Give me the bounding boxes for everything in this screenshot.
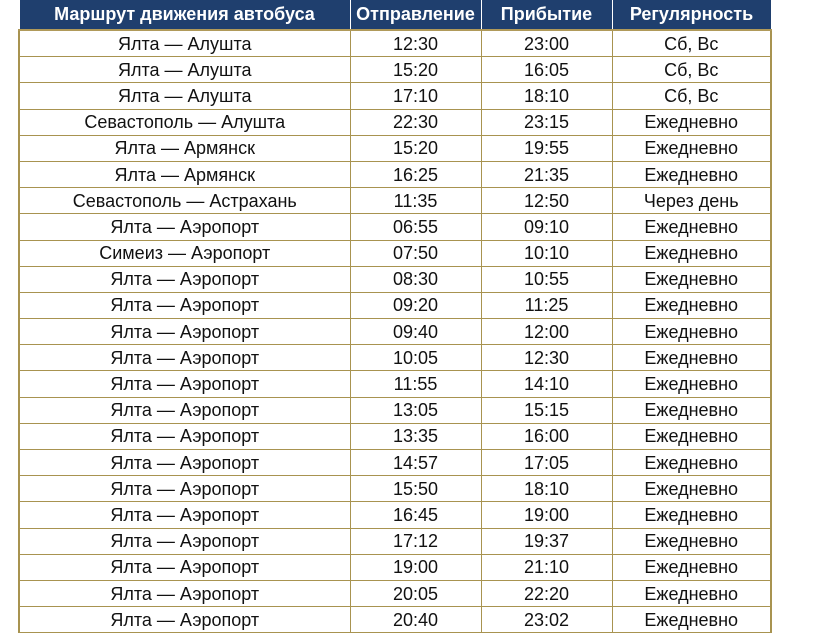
route-cell: Ялта — Армянск [19, 135, 350, 161]
route-cell: Ялта — Аэропорт [19, 371, 350, 397]
arrival-cell: 12:30 [481, 345, 612, 371]
arrival-cell: 19:55 [481, 135, 612, 161]
arrival-cell: 10:55 [481, 266, 612, 292]
header-departure: Отправление [350, 0, 481, 30]
regularity-cell: Ежедневно [612, 135, 771, 161]
arrival-cell: 23:15 [481, 109, 612, 135]
departure-cell: 19:00 [350, 554, 481, 580]
header-arrival: Прибытие [481, 0, 612, 30]
departure-cell: 15:20 [350, 135, 481, 161]
table-row [19, 240, 771, 266]
header-route: Маршрут движения автобуса [19, 0, 350, 30]
regularity-cell: Ежедневно [612, 240, 771, 266]
departure-cell: 15:20 [350, 57, 481, 83]
route-cell: Ялта — Армянск [19, 161, 350, 187]
route-cell: Ялта — Алушта [19, 57, 350, 83]
arrival-cell: 18:10 [481, 83, 612, 109]
regularity-cell: Ежедневно [612, 580, 771, 606]
table-row [19, 476, 771, 502]
table-row [19, 214, 771, 240]
route-cell: Ялта — Аэропорт [19, 423, 350, 449]
table-header-row [19, 0, 771, 30]
table-row [19, 188, 771, 214]
table-row [19, 502, 771, 528]
arrival-cell: 10:10 [481, 240, 612, 266]
arrival-cell: 15:15 [481, 397, 612, 423]
departure-cell: 17:10 [350, 83, 481, 109]
regularity-cell: Сб, Вс [612, 57, 771, 83]
arrival-cell: 23:00 [481, 30, 612, 57]
table-row [19, 30, 771, 57]
departure-cell: 22:30 [350, 109, 481, 135]
departure-cell: 13:05 [350, 397, 481, 423]
route-cell: Ялта — Аэропорт [19, 450, 350, 476]
arrival-cell: 12:50 [481, 188, 612, 214]
table-row [19, 266, 771, 292]
regularity-cell: Ежедневно [612, 214, 771, 240]
route-cell: Севастополь — Астрахань [19, 188, 350, 214]
table-row [19, 135, 771, 161]
arrival-cell: 16:00 [481, 423, 612, 449]
regularity-cell: Ежедневно [612, 607, 771, 633]
table-row [19, 292, 771, 318]
route-cell: Ялта — Алушта [19, 83, 350, 109]
departure-cell: 09:20 [350, 292, 481, 318]
departure-cell: 15:50 [350, 476, 481, 502]
table-row [19, 554, 771, 580]
departure-cell: 07:50 [350, 240, 481, 266]
arrival-cell: 18:10 [481, 476, 612, 502]
table-row [19, 450, 771, 476]
route-cell: Ялта — Аэропорт [19, 554, 350, 580]
table-body [19, 30, 771, 633]
table-row [19, 83, 771, 109]
regularity-cell: Ежедневно [612, 371, 771, 397]
schedule-table [18, 0, 772, 633]
departure-cell: 09:40 [350, 319, 481, 345]
arrival-cell: 11:25 [481, 292, 612, 318]
route-cell: Ялта — Аэропорт [19, 292, 350, 318]
route-cell: Ялта — Аэропорт [19, 266, 350, 292]
regularity-cell: Ежедневно [612, 502, 771, 528]
departure-cell: 11:35 [350, 188, 481, 214]
regularity-cell: Сб, Вс [612, 83, 771, 109]
table-row [19, 319, 771, 345]
arrival-cell: 17:05 [481, 450, 612, 476]
regularity-cell: Ежедневно [612, 266, 771, 292]
route-cell: Ялта — Алушта [19, 30, 350, 57]
route-cell: Ялта — Аэропорт [19, 502, 350, 528]
table-row [19, 397, 771, 423]
arrival-cell: 21:10 [481, 554, 612, 580]
arrival-cell: 14:10 [481, 371, 612, 397]
departure-cell: 10:05 [350, 345, 481, 371]
table-row [19, 580, 771, 606]
table-row [19, 161, 771, 187]
header-regularity: Регулярность [612, 0, 771, 30]
departure-cell: 17:12 [350, 528, 481, 554]
table-row [19, 371, 771, 397]
regularity-cell: Ежедневно [612, 423, 771, 449]
regularity-cell: Сб, Вс [612, 30, 771, 57]
route-cell: Ялта — Аэропорт [19, 476, 350, 502]
regularity-cell: Ежедневно [612, 161, 771, 187]
route-cell: Ялта — Аэропорт [19, 319, 350, 345]
regularity-cell: Ежедневно [612, 450, 771, 476]
departure-cell: 06:55 [350, 214, 481, 240]
table-row [19, 423, 771, 449]
regularity-cell: Ежедневно [612, 554, 771, 580]
arrival-cell: 22:20 [481, 580, 612, 606]
table-row [19, 528, 771, 554]
regularity-cell: Ежедневно [612, 109, 771, 135]
departure-cell: 16:25 [350, 161, 481, 187]
departure-cell: 12:30 [350, 30, 481, 57]
regularity-cell: Через день [612, 188, 771, 214]
route-cell: Симеиз — Аэропорт [19, 240, 350, 266]
regularity-cell: Ежедневно [612, 319, 771, 345]
arrival-cell: 09:10 [481, 214, 612, 240]
departure-cell: 14:57 [350, 450, 481, 476]
regularity-cell: Ежедневно [612, 397, 771, 423]
route-cell: Ялта — Аэропорт [19, 528, 350, 554]
departure-cell: 08:30 [350, 266, 481, 292]
route-cell: Ялта — Аэропорт [19, 397, 350, 423]
route-cell: Ялта — Аэропорт [19, 607, 350, 633]
arrival-cell: 21:35 [481, 161, 612, 187]
arrival-cell: 19:37 [481, 528, 612, 554]
departure-cell: 11:55 [350, 371, 481, 397]
table-row [19, 109, 771, 135]
table-row [19, 57, 771, 83]
departure-cell: 20:05 [350, 580, 481, 606]
bus-schedule [18, 0, 770, 633]
regularity-cell: Ежедневно [612, 476, 771, 502]
regularity-cell: Ежедневно [612, 528, 771, 554]
arrival-cell: 16:05 [481, 57, 612, 83]
table-row [19, 607, 771, 633]
departure-cell: 16:45 [350, 502, 481, 528]
route-cell: Ялта — Аэропорт [19, 345, 350, 371]
route-cell: Ялта — Аэропорт [19, 214, 350, 240]
departure-cell: 20:40 [350, 607, 481, 633]
arrival-cell: 23:02 [481, 607, 612, 633]
departure-cell: 13:35 [350, 423, 481, 449]
regularity-cell: Ежедневно [612, 345, 771, 371]
regularity-cell: Ежедневно [612, 292, 771, 318]
table-row [19, 345, 771, 371]
route-cell: Ялта — Аэропорт [19, 580, 350, 606]
arrival-cell: 12:00 [481, 319, 612, 345]
route-cell: Севастополь — Алушта [19, 109, 350, 135]
arrival-cell: 19:00 [481, 502, 612, 528]
